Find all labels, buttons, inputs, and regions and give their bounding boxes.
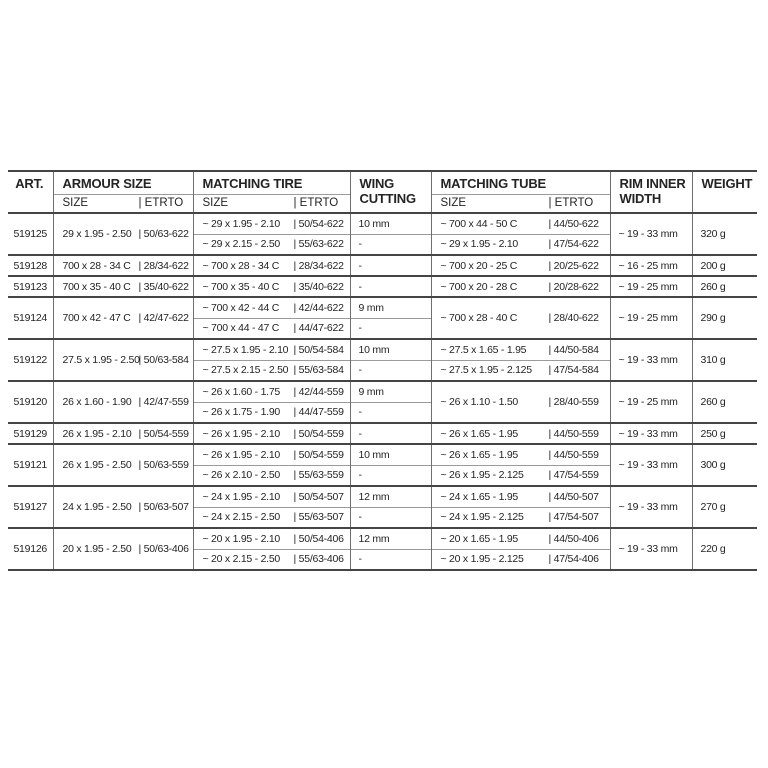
matching-tube-cell-size: ~ 26 x 1.65 - 1.95 (440, 448, 519, 461)
matching-tire-cell-size: ~ 24 x 1.95 - 2.10 (202, 490, 281, 503)
armour-size-cell-size: 26 x 1.60 - 1.90 (62, 396, 132, 408)
matching-tire-cell (193, 339, 350, 360)
table-row (8, 339, 757, 360)
wing-cutting-cell: - (350, 360, 431, 381)
col-header-armour-size (53, 171, 193, 213)
matching-tire-cell-size: ~ 20 x 2.15 - 2.50 (202, 553, 281, 566)
matching-tire-cell (193, 465, 350, 486)
armour-size-cell-value (54, 354, 193, 366)
matching-tube-cell-size: ~ 700 x 20 - 28 C (440, 280, 518, 293)
matching-tire-cell (193, 255, 350, 276)
matching-tire-cell-value (194, 428, 350, 440)
matching-tube-cell-size: ~ 27.5 x 1.65 - 1.95 (440, 343, 527, 356)
matching-tire-cell-size: ~ 27.5 x 1.95 - 2.10 (202, 343, 289, 356)
matching-tire-cell-etrto: | 50/54-406 (293, 532, 344, 545)
armour-size-cell (53, 381, 193, 423)
matching-tire-cell-etrto: | 28/34-622 (293, 259, 344, 272)
matching-tire-cell (193, 423, 350, 444)
matching-tire-cell-value (194, 491, 350, 503)
matching-tire-cell-value (194, 260, 350, 272)
matching-tire-cell-etrto: | 55/63-622 (293, 238, 344, 251)
matching-tube-cell-etrto: | 20/28-622 (548, 280, 599, 293)
matching-tube-cell (431, 297, 610, 339)
armour-size-cell-etrto: | 50/63-559 (138, 459, 189, 471)
art-cell: 519121 (8, 444, 53, 486)
table-row (8, 255, 757, 276)
matching-tube-cell-etrto: | 44/50-507 (548, 490, 599, 503)
matching-tube-cell-size: ~ 20 x 1.65 - 1.95 (440, 532, 519, 545)
matching-tube-cell-value (432, 218, 610, 230)
rim-inner-width-cell: ~ 19 - 33 mm (610, 528, 692, 570)
wing-cutting-cell: - (350, 549, 431, 570)
armour-size-cell-etrto: | 35/40-622 (138, 280, 189, 293)
matching-tube-cell-value (432, 428, 610, 440)
rim-inner-width-cell: ~ 19 - 33 mm (610, 339, 692, 381)
matching-tube-cell-value (432, 364, 610, 376)
matching-tube-cell-etrto: | 47/54-622 (548, 238, 599, 251)
wing-cutting-header-label: WING CUTTING (359, 176, 416, 206)
matching-tube-cell-etrto: | 28/40-622 (548, 312, 599, 324)
matching-tube-cell-size: ~ 26 x 1.65 - 1.95 (440, 427, 519, 440)
matching-tire-cell-etrto: | 55/63-406 (293, 553, 344, 566)
wing-cutting-cell: - (350, 234, 431, 255)
wing-cutting-cell: - (350, 423, 431, 444)
matching-tube-cell-etrto: | 47/54-406 (548, 553, 599, 566)
art-cell: 519127 (8, 486, 53, 528)
armour-size-cell-size: 27.5 x 1.95 - 2.50 (62, 354, 140, 366)
matching-tire-cell-value (194, 218, 350, 230)
matching-tire-cell (193, 486, 350, 507)
art-cell: 519124 (8, 297, 53, 339)
armour-size-cell-etrto: | 50/63-622 (138, 228, 189, 240)
matching-tube-cell (431, 339, 610, 360)
matching-tire-cell-etrto: | 55/63-584 (293, 364, 344, 377)
col-header-weight (692, 171, 757, 213)
col-header-wing-cutting (350, 171, 431, 213)
matching-tire-cell-value (194, 533, 350, 545)
armour-size-cell-size: 24 x 1.95 - 2.50 (62, 501, 132, 513)
matching-tire-cell-value (194, 406, 350, 418)
matching-tire-cell-size: ~ 26 x 1.75 - 1.90 (202, 406, 281, 419)
matching-tire-cell (193, 507, 350, 528)
table-row (8, 486, 757, 507)
rim-inner-width-cell: ~ 19 - 33 mm (610, 486, 692, 528)
matching-tube-cell-value (432, 396, 610, 408)
matching-tube-cell-size: ~ 700 x 44 - 50 C (440, 217, 518, 230)
col-header-art (8, 171, 53, 213)
art-cell: 519122 (8, 339, 53, 381)
matching-tube-cell (431, 423, 610, 444)
armour-size-cell-size: 700 x 35 - 40 C (62, 280, 131, 293)
matching-tube-cell (431, 507, 610, 528)
armour-size-cell (53, 297, 193, 339)
armour-size-cell-value (54, 260, 193, 272)
matching-tube-cell-size: ~ 24 x 1.95 - 2.125 (440, 511, 524, 524)
matching-tire-cell (193, 381, 350, 402)
matching-tube-cell-etrto: | 44/50-559 (548, 427, 599, 440)
table-header (8, 171, 757, 213)
matching-tube-cell (431, 360, 610, 381)
rim-inner-width-cell: ~ 16 - 25 mm (610, 255, 692, 276)
weight-cell: 270 g (692, 486, 757, 528)
matching-tire-cell (193, 276, 350, 297)
matching-tire-cell-etrto: | 35/40-622 (293, 280, 344, 293)
matching-tire-cell-etrto: | 44/47-559 (293, 406, 344, 419)
matching-tube-cell (431, 444, 610, 465)
table-body (8, 213, 757, 570)
armour-subheader (54, 195, 193, 209)
table-row (8, 423, 757, 444)
armour-size-cell-value (54, 396, 193, 408)
matching-tube-cell-value (432, 238, 610, 250)
armour-size-cell-etrto: | 42/47-559 (138, 396, 189, 408)
matching-tire-cell-size: ~ 27.5 x 2.15 - 2.50 (202, 364, 289, 377)
table-row (8, 297, 757, 318)
table-row (8, 444, 757, 465)
weight-cell: 250 g (692, 423, 757, 444)
matching-tube-cell-value (432, 511, 610, 523)
wing-cutting-cell: 10 mm (350, 444, 431, 465)
matching-tire-cell-size: ~ 26 x 1.60 - 1.75 (202, 385, 281, 398)
art-cell: 519123 (8, 276, 53, 297)
matching-tire-cell (193, 297, 350, 318)
wing-cutting-cell: - (350, 465, 431, 486)
weight-cell: 300 g (692, 444, 757, 486)
armour-size-cell-etrto: | 28/34-622 (138, 259, 189, 272)
matching-tire-cell-value (194, 449, 350, 461)
armour-size-cell (53, 528, 193, 570)
matching-tire-cell-value (194, 386, 350, 398)
matching-tube-cell (431, 213, 610, 234)
wing-cutting-cell: - (350, 507, 431, 528)
col-header-matching-tire (193, 171, 350, 213)
wing-cutting-cell: 9 mm (350, 297, 431, 318)
matching-tube-cell-value (432, 553, 610, 565)
matching-tube-cell (431, 255, 610, 276)
size-subheader-label: SIZE (202, 197, 229, 209)
art-cell: 519128 (8, 255, 53, 276)
matching-tube-cell-size: ~ 26 x 1.10 - 1.50 (440, 396, 519, 408)
armour-size-cell-value (54, 228, 193, 240)
wing-cutting-cell: - (350, 402, 431, 423)
armour-size-cell-value (54, 543, 193, 555)
matching-tire-cell-etrto: | 55/63-559 (293, 469, 344, 482)
matching-tire-cell-size: ~ 700 x 42 - 44 C (202, 301, 280, 314)
weight-header-label: WEIGHT (701, 176, 753, 191)
etrto-subheader-label: | ETRTO (293, 197, 339, 209)
matching-tire-cell (193, 318, 350, 339)
matching-tire-cell-etrto: | 50/54-559 (293, 427, 344, 440)
matching-tire-cell-size: ~ 700 x 35 - 40 C (202, 280, 280, 293)
matching-tube-cell-size: ~ 700 x 28 - 40 C (440, 312, 518, 324)
matching-tube-cell-value (432, 449, 610, 461)
wing-cutting-cell: 10 mm (350, 213, 431, 234)
size-subheader-label: SIZE (62, 197, 89, 209)
matching-tire-cell-size: ~ 26 x 2.10 - 2.50 (202, 469, 281, 482)
weight-cell: 260 g (692, 381, 757, 423)
matching-tire-cell-value (194, 344, 350, 356)
matching-tube-cell (431, 276, 610, 297)
matching-tube-cell-size: ~ 29 x 1.95 - 2.10 (440, 238, 519, 251)
rim-inner-width-cell: ~ 19 - 33 mm (610, 423, 692, 444)
matching-tire-cell-etrto: | 50/54-584 (293, 343, 344, 356)
art-cell: 519120 (8, 381, 53, 423)
matching-tube-cell-etrto: | 28/40-559 (548, 396, 599, 408)
matching-tire-cell-size: ~ 26 x 1.95 - 2.10 (202, 427, 281, 440)
wing-cutting-cell: 12 mm (350, 528, 431, 549)
matching-tire-cell-size: ~ 29 x 1.95 - 2.10 (202, 217, 281, 230)
weight-cell: 320 g (692, 213, 757, 255)
armour-size-cell-value (54, 281, 193, 293)
table-row (8, 276, 757, 297)
matching-tube-cell-size: ~ 700 x 20 - 25 C (440, 259, 518, 272)
table-row (8, 528, 757, 549)
matching-tire-cell-value (194, 469, 350, 481)
matching-tire-cell-value (194, 511, 350, 523)
art-cell: 519126 (8, 528, 53, 570)
matching-tube-cell-value (432, 260, 610, 272)
table-row (8, 381, 757, 402)
matching-tire-cell-size: ~ 700 x 28 - 34 C (202, 259, 280, 272)
col-header-matching-tube (431, 171, 610, 213)
art-header-label: ART. (15, 176, 44, 191)
wing-cutting-cell: 10 mm (350, 339, 431, 360)
weight-cell: 310 g (692, 339, 757, 381)
matching-tire-cell (193, 402, 350, 423)
weight-cell: 200 g (692, 255, 757, 276)
matching-tube-cell-etrto: | 47/54-559 (548, 469, 599, 482)
armour-size-cell-etrto: | 50/63-406 (138, 543, 189, 555)
header-row (8, 171, 757, 213)
armour-size-cell-etrto: | 42/47-622 (138, 312, 189, 324)
matching-tube-cell-etrto: | 47/54-584 (548, 364, 599, 377)
matching-tube-cell-etrto: | 44/50-584 (548, 343, 599, 356)
matching-tube-cell (431, 486, 610, 507)
matching-tube-cell (431, 381, 610, 423)
armour-size-cell-size: 26 x 1.95 - 2.10 (62, 427, 132, 440)
tire-subheader (194, 195, 350, 209)
armour-size-cell-size: 26 x 1.95 - 2.50 (62, 459, 132, 471)
armour-size-cell-etrto: | 50/63-584 (138, 354, 189, 366)
matching-tube-cell (431, 549, 610, 570)
matching-tire-cell-size: ~ 29 x 2.15 - 2.50 (202, 238, 281, 251)
armour-size-cell-value (54, 312, 193, 324)
armour-size-cell (53, 444, 193, 486)
matching-tire-header-label: MATCHING TIRE (202, 176, 303, 191)
matching-tube-cell (431, 528, 610, 549)
matching-tube-cell-etrto: | 47/54-507 (548, 511, 599, 524)
wing-cutting-cell: - (350, 255, 431, 276)
art-cell: 519129 (8, 423, 53, 444)
matching-tire-cell-size: ~ 26 x 1.95 - 2.10 (202, 448, 281, 461)
matching-tire-cell-value (194, 364, 350, 376)
matching-tire-cell-value (194, 238, 350, 250)
rim-inner-width-cell: ~ 19 - 33 mm (610, 444, 692, 486)
matching-tire-cell-etrto: | 55/63-507 (293, 511, 344, 524)
weight-cell: 290 g (692, 297, 757, 339)
matching-tire-cell-size: ~ 20 x 1.95 - 2.10 (202, 532, 281, 545)
matching-tube-cell-etrto: | 44/50-622 (548, 217, 599, 230)
armour-size-header-label: ARMOUR SIZE (62, 176, 152, 191)
matching-tire-cell (193, 444, 350, 465)
rim-inner-width-cell: ~ 19 - 33 mm (610, 213, 692, 255)
size-subheader-label: SIZE (440, 197, 467, 209)
matching-tire-cell-etrto: | 50/54-559 (293, 448, 344, 461)
matching-tire-cell (193, 213, 350, 234)
armour-size-cell (53, 255, 193, 276)
col-header-rim-inner-width (610, 171, 692, 213)
armour-size-cell-value (54, 459, 193, 471)
matching-tire-cell-etrto: | 50/54-507 (293, 490, 344, 503)
matching-tire-cell-value (194, 322, 350, 334)
matching-tube-cell (431, 465, 610, 486)
armour-size-cell (53, 213, 193, 255)
matching-tire-cell (193, 234, 350, 255)
matching-tube-cell-value (432, 344, 610, 356)
matching-tire-cell (193, 360, 350, 381)
armour-size-cell-size: 29 x 1.95 - 2.50 (62, 228, 132, 240)
etrto-subheader-label: | ETRTO (548, 197, 594, 209)
wing-cutting-cell: - (350, 318, 431, 339)
table-row (8, 213, 757, 234)
armour-size-cell-etrto: | 50/63-507 (138, 501, 189, 513)
rim-inner-width-cell: ~ 19 - 25 mm (610, 276, 692, 297)
etrto-subheader-label: | ETRTO (138, 197, 184, 209)
weight-cell: 220 g (692, 528, 757, 570)
matching-tire-cell-etrto: | 50/54-622 (293, 217, 344, 230)
matching-tire-cell-etrto: | 44/47-622 (293, 322, 344, 335)
tube-subheader (432, 195, 610, 209)
armour-size-cell-value (54, 501, 193, 513)
armour-size-cell-size: 700 x 42 - 47 C (62, 312, 131, 324)
rim-inner-width-header-label: RIM INNER WIDTH (619, 176, 686, 206)
matching-tube-cell (431, 234, 610, 255)
matching-tube-cell-etrto: | 20/25-622 (548, 259, 599, 272)
matching-tube-cell-etrto: | 44/50-559 (548, 448, 599, 461)
matching-tube-cell-size: ~ 26 x 1.95 - 2.125 (440, 469, 524, 482)
matching-tire-cell-value (194, 302, 350, 314)
matching-tire-cell-etrto: | 42/44-559 (293, 385, 344, 398)
art-cell: 519125 (8, 213, 53, 255)
matching-tire-cell (193, 549, 350, 570)
wing-cutting-cell: - (350, 276, 431, 297)
armour-size-cell-size: 20 x 1.95 - 2.50 (62, 543, 132, 555)
matching-tube-cell-etrto: | 44/50-406 (548, 532, 599, 545)
armour-size-cell (53, 339, 193, 381)
matching-tube-header-label: MATCHING TUBE (440, 176, 546, 191)
armour-size-cell-size: 700 x 28 - 34 C (62, 259, 131, 272)
weight-cell: 260 g (692, 276, 757, 297)
armour-size-cell (53, 276, 193, 297)
matching-tube-cell-size: ~ 20 x 1.95 - 2.125 (440, 553, 524, 566)
wing-cutting-cell: 12 mm (350, 486, 431, 507)
rim-inner-width-cell: ~ 19 - 25 mm (610, 297, 692, 339)
matching-tube-cell-value (432, 491, 610, 503)
armour-size-cell-etrto: | 50/54-559 (138, 427, 189, 440)
matching-tire-cell-value (194, 281, 350, 293)
spec-table (8, 170, 757, 571)
matching-tube-cell-value (432, 533, 610, 545)
matching-tube-cell-size: ~ 24 x 1.65 - 1.95 (440, 490, 519, 503)
matching-tire-cell-size: ~ 700 x 44 - 47 C (202, 322, 280, 335)
armour-size-cell (53, 423, 193, 444)
matching-tire-cell-etrto: | 42/44-622 (293, 301, 344, 314)
wing-cutting-cell: 9 mm (350, 381, 431, 402)
matching-tire-cell (193, 528, 350, 549)
matching-tire-cell-value (194, 553, 350, 565)
matching-tube-cell-value (432, 469, 610, 481)
matching-tube-cell-value (432, 312, 610, 324)
matching-tube-cell-value (432, 281, 610, 293)
matching-tire-cell-size: ~ 24 x 2.15 - 2.50 (202, 511, 281, 524)
matching-tube-cell-size: ~ 27.5 x 1.95 - 2.125 (440, 364, 532, 377)
rim-inner-width-cell: ~ 19 - 25 mm (610, 381, 692, 423)
armour-size-cell-value (54, 428, 193, 440)
armour-size-cell (53, 486, 193, 528)
